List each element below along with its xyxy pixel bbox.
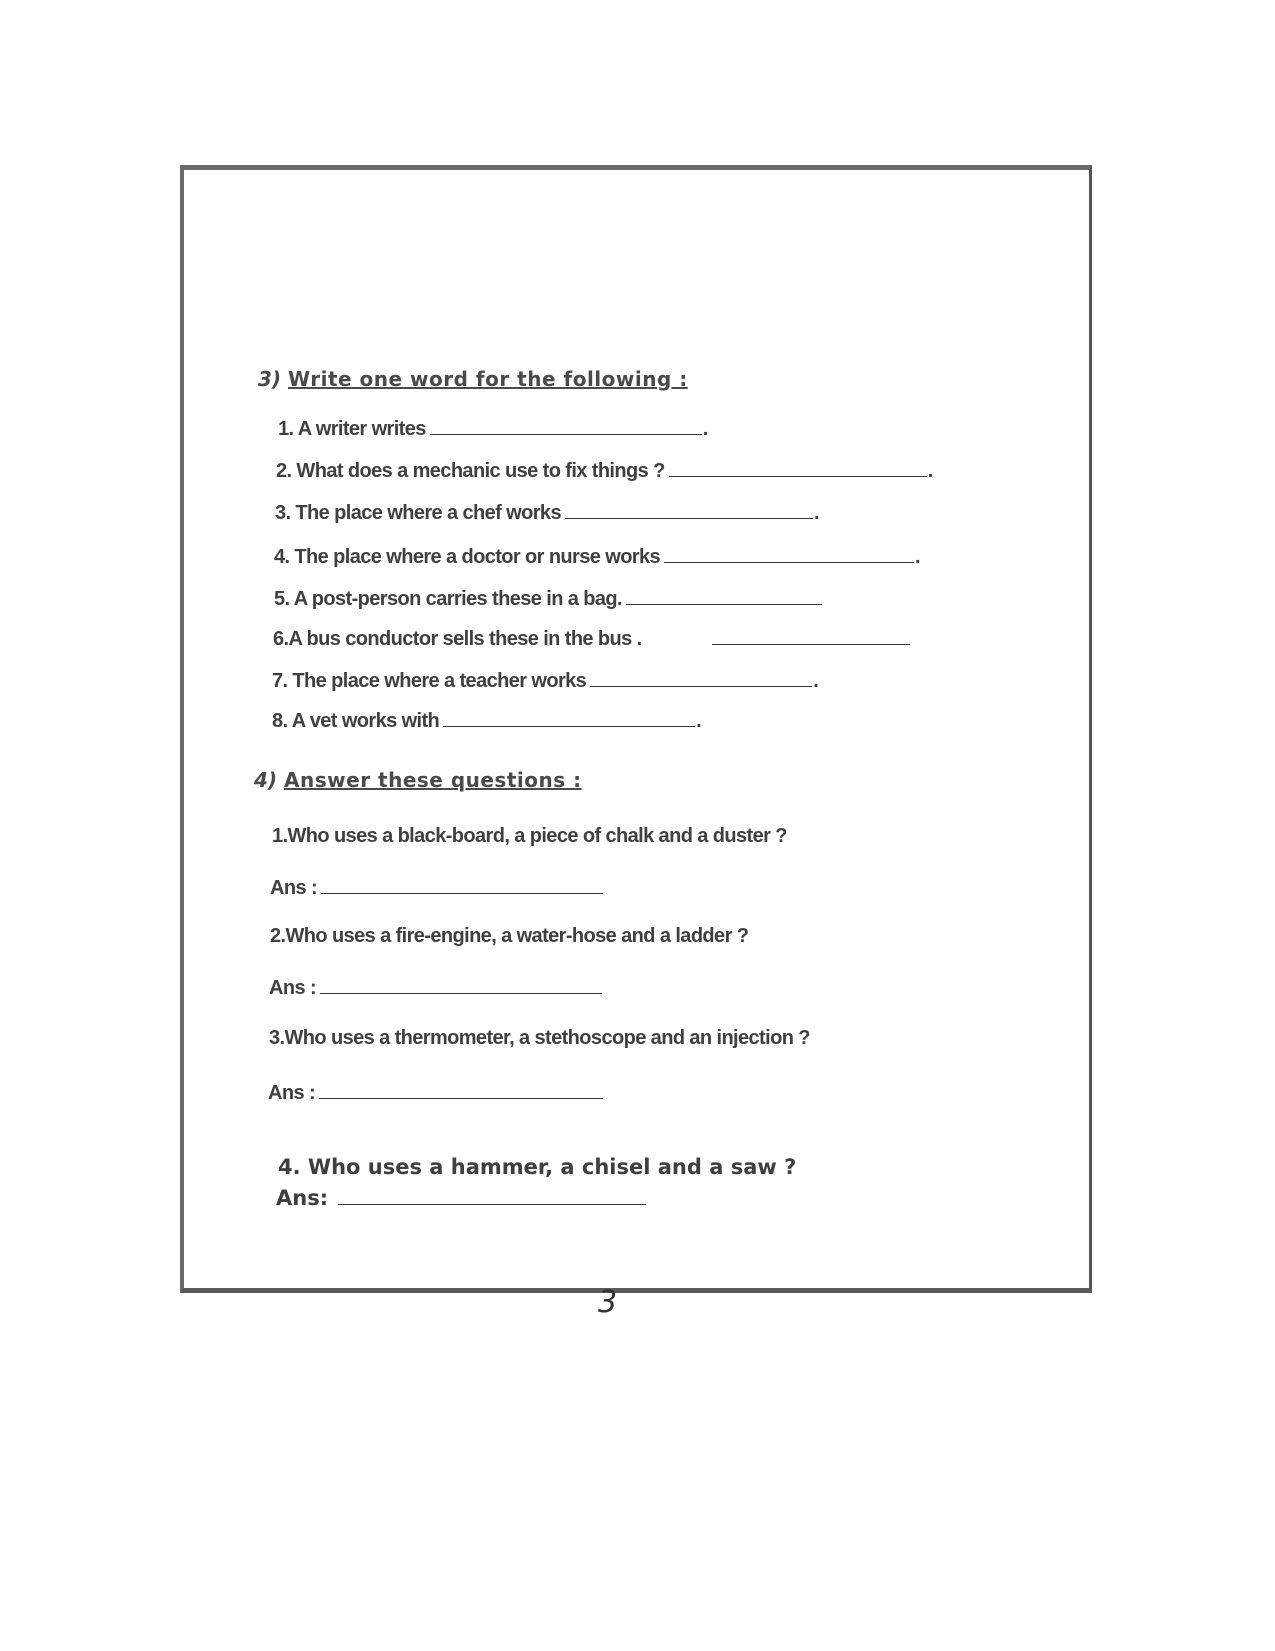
item-3-blank[interactable]	[565, 502, 813, 519]
item-1-label: 1. A writer writes	[278, 418, 426, 440]
question-2-text: 2.Who uses a fire-engine, a water-hose and a ladder ?	[270, 925, 749, 947]
answer-1-label: Ans :	[270, 877, 318, 899]
answer-4-blank[interactable]	[338, 1188, 646, 1205]
section-3-title: Write one word for the following :	[288, 367, 688, 391]
answer-4-label: Ans:	[276, 1186, 329, 1210]
question-4	[278, 1155, 796, 1179]
section-4-heading	[254, 768, 582, 792]
item-4-blank[interactable]	[664, 546, 914, 563]
section-4-title: Answer these questions :	[284, 768, 582, 792]
item-1-end: .	[702, 418, 708, 440]
answer-3	[268, 1082, 603, 1105]
section-3-item-2	[276, 460, 933, 483]
item-2-label: 2. What does a mechanic use to fix things ?	[276, 460, 665, 482]
answer-1-blank[interactable]	[321, 877, 603, 894]
item-8-end: .	[696, 710, 702, 732]
question-3	[269, 1027, 810, 1050]
item-8-blank[interactable]	[443, 710, 695, 727]
answer-2	[269, 977, 602, 1000]
answer-3-label: Ans :	[268, 1082, 316, 1104]
section-4-number: 4)	[254, 768, 278, 792]
section-3-item-6	[273, 628, 911, 651]
question-4-text: 4. Who uses a hammer, a chisel and a saw ?	[278, 1155, 797, 1179]
item-5-blank[interactable]	[626, 588, 822, 605]
section-3-item-8	[272, 710, 701, 733]
item-5-label: 5. A post-person carries these in a bag.	[274, 588, 622, 610]
answer-4	[276, 1186, 646, 1210]
item-7-label: 7. The place where a teacher works	[272, 670, 587, 692]
item-4-label: 4. The place where a doctor or nurse works	[274, 546, 661, 568]
answer-3-blank[interactable]	[319, 1082, 603, 1099]
item-7-end: .	[813, 670, 819, 692]
item-2-blank[interactable]	[669, 460, 927, 477]
question-1	[272, 825, 787, 848]
answer-2-blank[interactable]	[320, 977, 602, 994]
item-3-label: 3. The place where a chef works	[275, 502, 561, 524]
answer-1	[270, 877, 603, 900]
item-4-end: .	[915, 546, 921, 568]
section-3-number: 3)	[258, 367, 282, 391]
item-7-blank[interactable]	[590, 670, 812, 687]
answer-2-label: Ans :	[269, 977, 317, 999]
question-1-text: 1.Who uses a black-board, a piece of chalk and a duster ?	[272, 825, 787, 847]
question-3-text: 3.Who uses a thermometer, a stethoscope and an injection ?	[269, 1027, 810, 1049]
section-3-item-1	[278, 418, 708, 441]
section-3-item-5	[274, 588, 823, 611]
section-3-item-3	[275, 502, 819, 525]
item-2-end: .	[927, 460, 933, 482]
item-3-end: .	[813, 502, 819, 524]
page-number: 3	[598, 1285, 618, 1320]
item-1-blank[interactable]	[430, 418, 702, 435]
item-6-label: 6.A bus conductor sells these in the bus .	[273, 628, 642, 650]
section-3-heading	[258, 367, 688, 391]
section-3-item-7	[272, 670, 818, 693]
item-6-blank[interactable]	[712, 628, 910, 645]
item-8-label: 8. A vet works with	[272, 710, 440, 732]
question-2	[270, 925, 748, 948]
section-3-item-4	[274, 546, 920, 569]
